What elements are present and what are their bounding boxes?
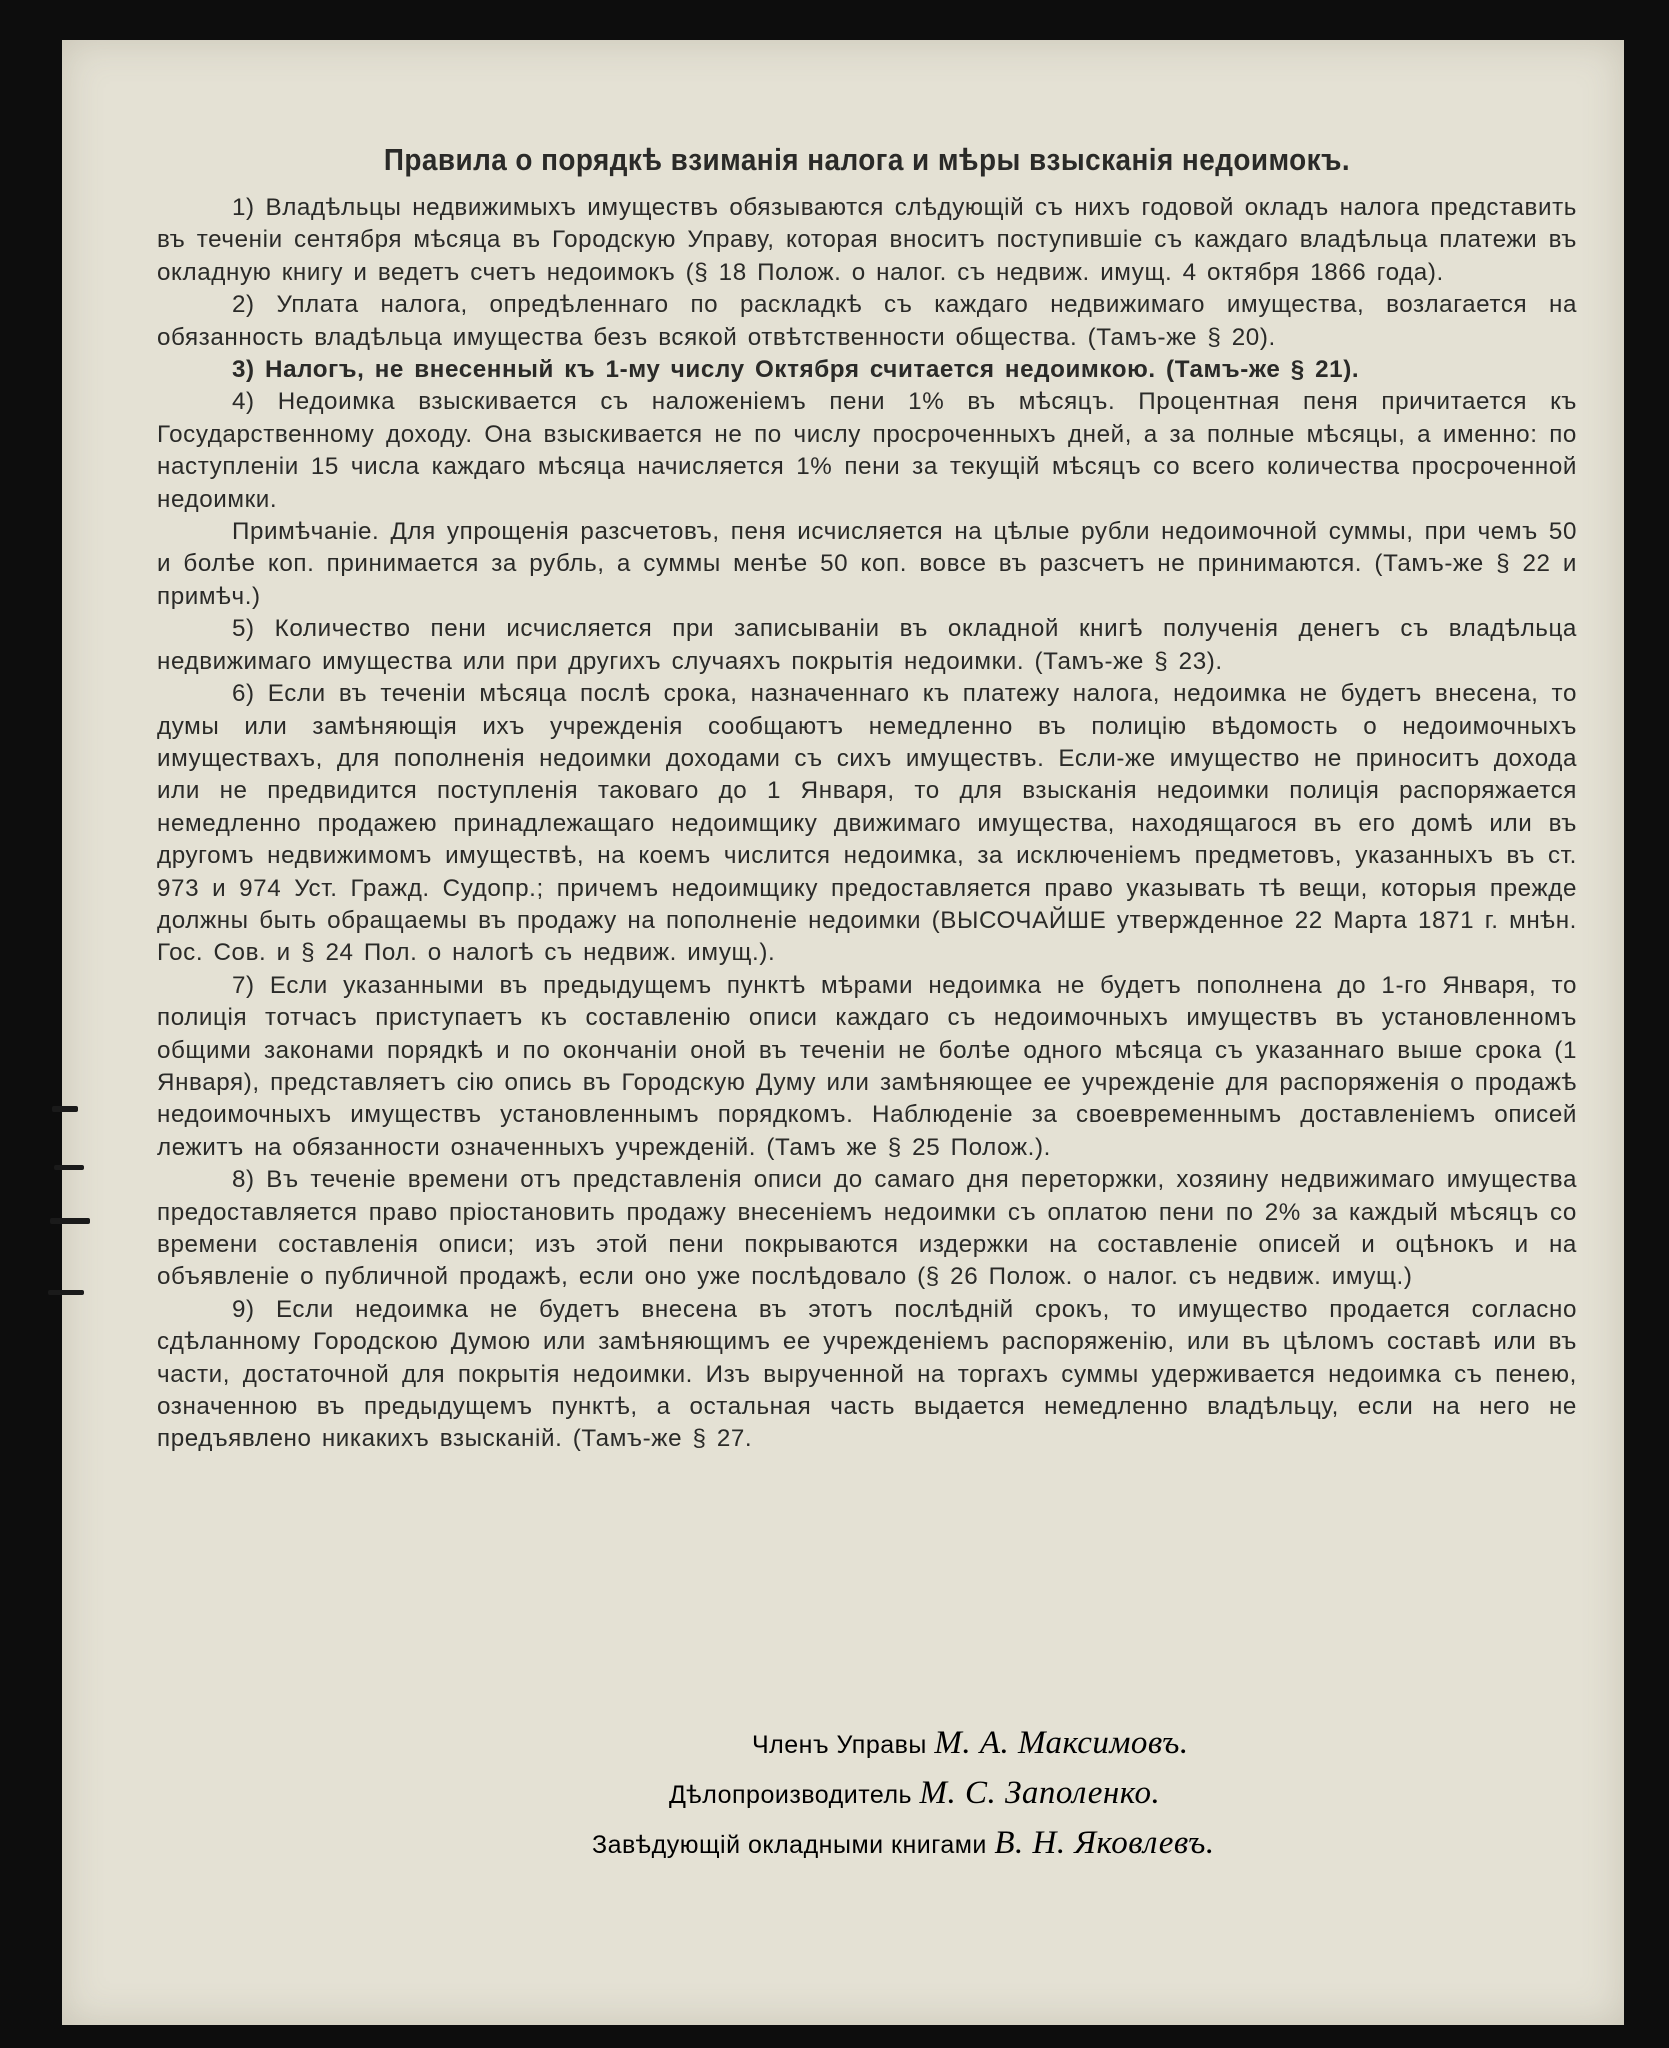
signature-role: Завѣдующій окладными книгами (592, 1831, 987, 1859)
signature-role: Дѣлопроизводитель (669, 1781, 913, 1809)
signature-line-1 (752, 1727, 1189, 1761)
document-sheet (62, 40, 1624, 2025)
ink-mark (54, 1165, 84, 1170)
signature-name: М. С. Заполенко. (919, 1775, 1161, 1811)
paragraph-3: 3) Налогъ, не внесенный къ 1-му числу Октября считается недоимкою. (Тамъ-же § 21). (232, 356, 1360, 384)
paragraph-7: 7) Если указанными въ предыдущемъ пунктѣ мѣрами недоимка не будетъ пополнена до 1-го Января, то полиція тотчасъ приступаетъ къ составленію описи каждаго съ недоимочныхъ имуществъ въ установленномъ общими законами порядкѣ и по окончаніи оной въ теченіи не болѣе одного мѣсяца съ указаннаго выше срока (1 Января), представляетъ сію опись въ Городскую Думу или замѣняющее ее учрежденіе для распоряженія о продажѣ недоимочныхъ имуществъ установленнымъ порядкомъ. Наблюденіе за своевременнымъ доставленіемъ описей лежитъ на обязанности означенныхъ учрежденій. (Тамъ же § 25 Полож.). (157, 971, 1577, 1161)
ink-mark (52, 1106, 78, 1112)
document-body (157, 142, 1577, 1456)
signature-line-2 (669, 1777, 1160, 1811)
paragraph-note: Примѣчаніе. Для упрощенія разсчетовъ, пеня исчисляется на цѣлые рубли недоимочной суммы, при чемъ 50 и болѣе коп. принимается за рубль, а суммы менѣе 50 коп. вовсе въ разсчетъ не принимаются. (Тамъ-же § 22 и примѣч.) (157, 518, 1577, 610)
ink-mark (48, 1290, 84, 1295)
signature-role: Членъ Управы (752, 1731, 927, 1759)
paragraph-9: 9) Если недоимка не будетъ внесена въ этотъ послѣдній срокъ, то имущество продается согласно сдѣланному Городскою Думою или замѣняющимъ ее учрежденіемъ распоряженію, или въ цѣломъ составѣ или въ части, достаточной для покрытія недоимки. Изъ вырученной на торгахъ суммы удерживается недоимка съ пенею, означенною въ предыдущемъ пунктѣ, а остальная часть выдается немедленно владѣльцу, если на него не предъявлено никакихъ взысканій. (Тамъ-же § 27. (157, 1295, 1577, 1453)
paragraph-4: 4) Недоимка взыскивается съ наложеніемъ пени 1% въ мѣсяцъ. Процентная пеня причитается къ Государственному доходу. Она взыскивается не по числу просроченныхъ дней, а за полные мѣсяцы, а именно: по наступленіи 15 числа каждаго мѣсяца начисляется 1% пени за текущій мѣсяцъ со всего количества просроченной недоимки. (157, 388, 1577, 513)
paragraph-8: 8) Въ теченіе времени отъ представленія описи до самаго дня переторжки, хозяину недвижимаго имущества предоставляется право пріостановить продажу внесеніемъ недоимки съ оплатою пени по 2% за каждый мѣсяцъ со времени составленія описи; изъ этой пени покрываются издержки на составленіе описей и оцѣнокъ и на объявленіе о публичной продажѣ, если оно уже послѣдовало (§ 26 Полож. о налог. съ недвиж. имущ.) (157, 1166, 1577, 1291)
signature-line-3 (592, 1827, 1215, 1861)
document-title: Правила о порядкѣ взиманія налога и мѣры взысканія недоимокъ. (383, 142, 1351, 177)
paragraph-6: 6) Если въ теченіи мѣсяца послѣ срока, назначеннаго къ платежу налога, недоимка не будетъ внесена, то думы или замѣняющія ихъ учрежденія сообщаютъ немедленно въ полицію вѣдомость о недоимочныхъ имуществахъ, для пополненія недоимки доходами съ сихъ имуществъ. Если-же имущество не приноситъ дохода или не предвидится поступленія таковаго до 1 Января, то для взысканія недоимки полиція распоряжается немедленно продажею принадлежащаго недоимщику движимаго имущества, находящагося въ его домѣ или въ другомъ недвижимомъ имуществѣ, на коемъ числится недоимка, за исключеніемъ предметовъ, указанныхъ въ ст. 973 и 974 Уст. Гражд. Судопр.; причемъ недоимщику предоставляется право указывать тѣ вещи, которыя прежде должны быть обращаемы въ продажу на пополненіе недоимки (ВЫСОЧАЙШЕ утвержденное 22 Марта 1871 г. мнѣн. Гос. Сов. и § 24 Пол. о налогѣ съ недвиж. имущ.). (157, 680, 1577, 967)
paragraph-5: 5) Количество пени исчисляется при записываніи въ окладной книгѣ полученія денегъ съ владѣльца недвижимаго имущества или при другихъ случаяхъ покрытія недоимки. (Тамъ-же § 23). (157, 615, 1577, 675)
ink-mark (50, 1218, 90, 1224)
paragraph-1: 1) Владѣльцы недвижимыхъ имуществъ обязываются слѣдующій съ нихъ годовой окладъ налога представить въ теченіи сентября мѣсяца въ Городскую Управу, которая вноситъ поступившіе съ каждаго владѣльца платежи въ окладную книгу и ведетъ счетъ недоимокъ (§ 18 Полож. о налог. съ недвиж. имущ. 4 октября 1866 года). (157, 194, 1577, 286)
paragraph-2: 2) Уплата налога, опредѣленнаго по раскладкѣ съ каждаго недвижимаго имущества, возлагается на обязанность владѣльца имущества безъ всякой отвѣтственности общества. (Тамъ-же § 20). (157, 291, 1577, 351)
signature-name: В. Н. Яковлевъ. (994, 1825, 1215, 1861)
signature-name: М. А. Максимовъ. (934, 1725, 1189, 1761)
